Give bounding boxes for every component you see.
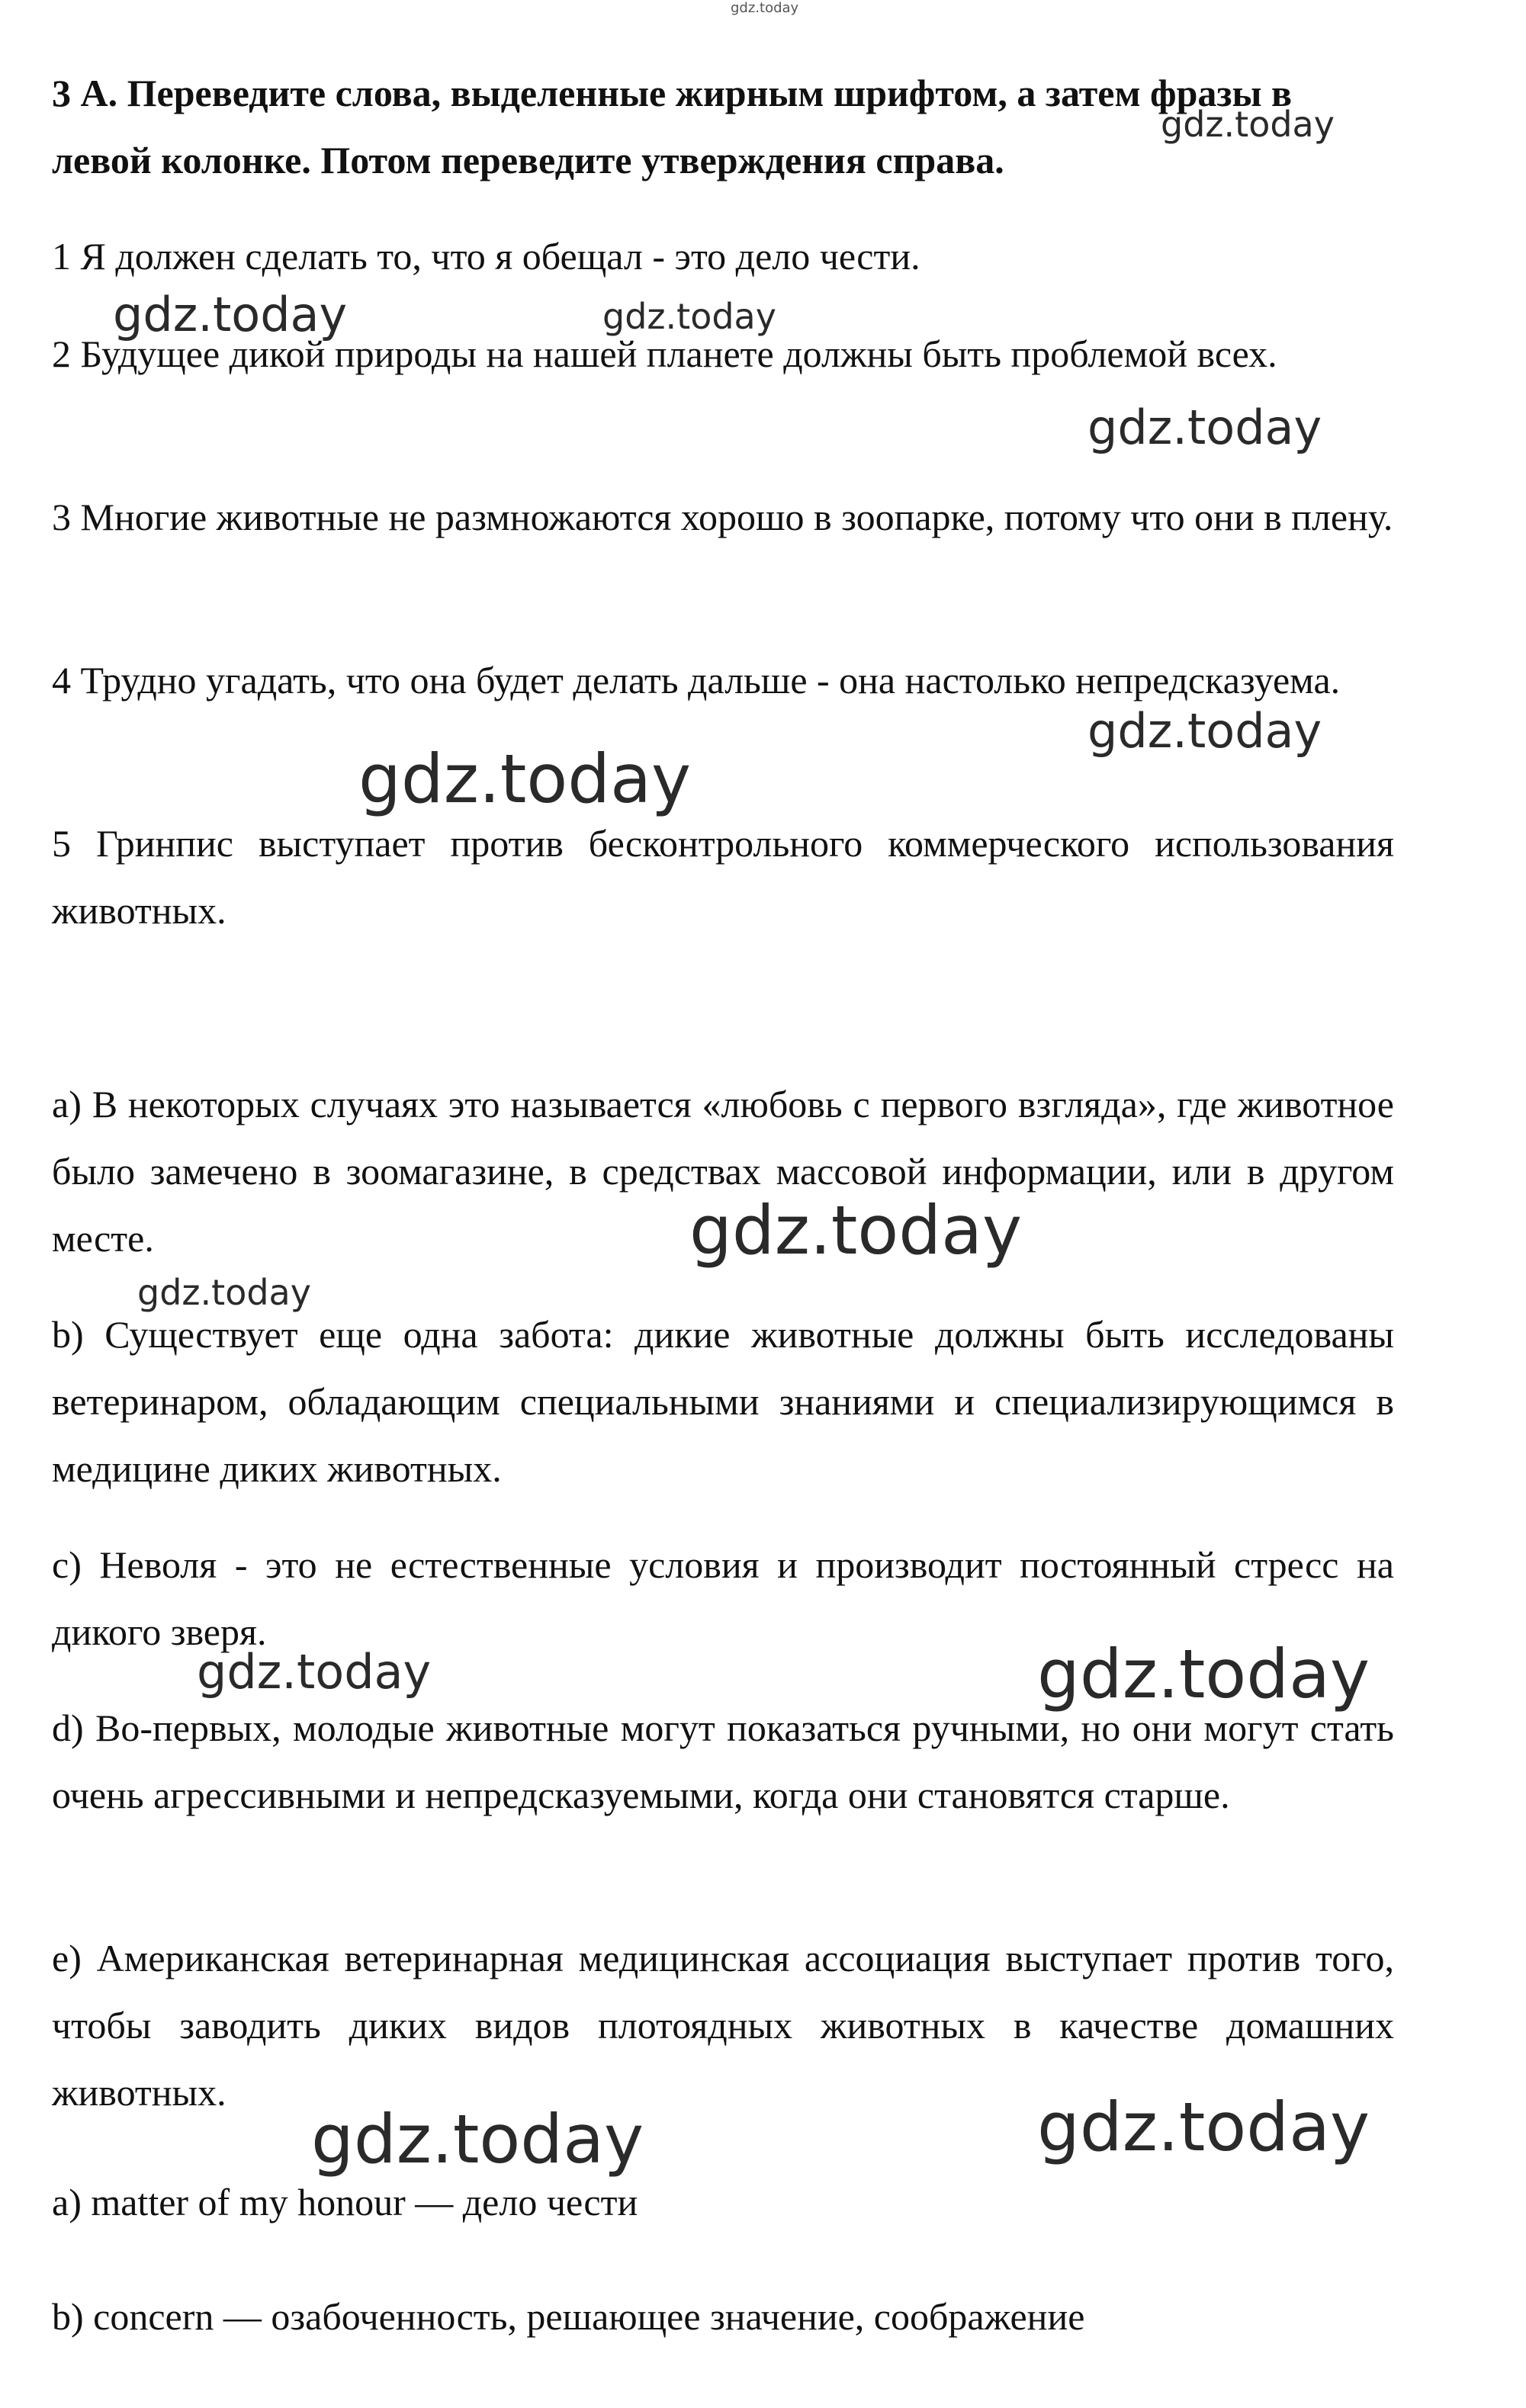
watermark: gdz.today [1161,104,1335,145]
watermark: gdz.today [602,296,776,337]
sentence-2: 2 Будущее дикой природы на нашей планете должны быть проблемой всех. [52,332,1277,375]
exercise-heading: 3 А. Переведите слова, выделенные жирным шрифтом, а затем фразы в левой колонке. Потом переведите утверждения справа. [52,72,1293,181]
watermark: gdz.today [1087,703,1322,759]
watermark: gdz.today [197,1644,432,1700]
sentence-3: 3 Многие животные не размножаются хорошо в зоопарке, потому что они в плену. [52,496,1393,538]
statement-b: b) Существует еще одна забота: дикие животные должны быть исследованы ветеринаром, обладающим специальными знаниями и специализирующимся в медицине диких животных. [52,1313,1394,1490]
watermark: gdz.today [1087,400,1322,455]
watermark: gdz.today [1037,2088,1370,2166]
sentence-1: 1 Я должен сделать то, что я обещал - это дело чести. [52,235,920,278]
statement-c: c) Неволя - это не естественные условия и производит постоянный стресс на дикого зверя. [52,1543,1394,1653]
statement-e: e) Американская ветеринарная медицинская ассоциация выступает против того, чтобы заводить диких видов плотоядных животных в качестве домашних животных. [52,1937,1394,2114]
watermark: gdz.today [689,1191,1023,1270]
watermark: gdz.today [1037,1635,1370,1713]
statement-d: d) Во-первых, молодые животные могут показаться ручными, но они могут стать очень агрессивными и непредсказуемыми, когда они становятся старше. [52,1706,1394,1816]
watermark: gdz.today [137,1272,311,1313]
watermark: gdz.today [358,740,692,818]
vocabulary-item-b: b) concern — озабоченность, решающее значение, соображение [52,2295,1085,2338]
sentence-5: 5 Гринпис выступает против бесконтрольного коммерческого использования животных. [52,822,1394,932]
watermark: gdz.today [311,2100,644,2178]
sentence-4: 4 Трудно угадать, что она будет делать дальше - она настолько непредсказуема. [52,659,1341,702]
watermark-top: gdz.today [731,0,799,16]
vocabulary-item-a: a) matter of my honour — дело чести [52,2181,638,2223]
watermark: gdz.today [113,287,348,342]
statement-a: a) В некоторых случаях это называется «любовь с первого взгляда», где животное было замечено в зоомагазине, в средствах массовой информации, или в другом месте. [52,1083,1394,1260]
